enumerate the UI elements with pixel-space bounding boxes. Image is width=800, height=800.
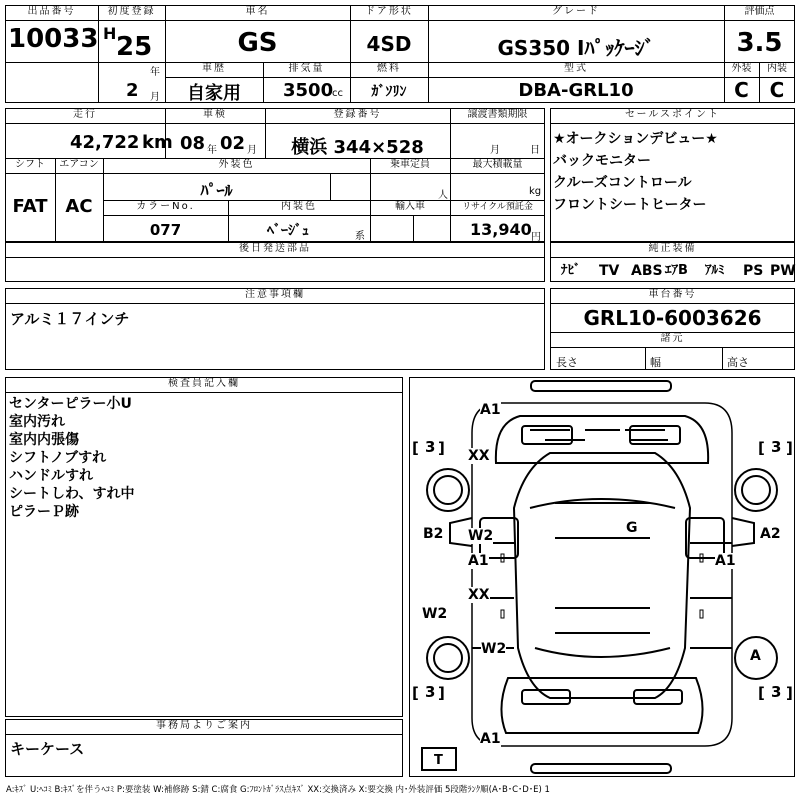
sales-point-item: バックモニター <box>553 153 651 169</box>
tire-fr-score: 3 <box>771 438 782 456</box>
era-letter: H <box>103 24 117 43</box>
history-label: 車歴 <box>202 63 226 74</box>
first-reg-label: 初度登録 <box>107 6 156 17</box>
later-parts-label: 後日発送部品 <box>239 243 311 254</box>
damage-mark-right-a2: A2 <box>760 526 781 542</box>
recycle-label: リサイクル預託金 <box>462 202 533 212</box>
body-color: ﾊﾟｰﾙ <box>200 181 233 200</box>
damage-diagram <box>409 377 795 777</box>
lot-label: 出品番号 <box>27 6 76 17</box>
transfer-day-unit: 日 <box>530 145 540 156</box>
svg-text:[: [ <box>412 684 419 702</box>
insp-month-unit: 月 <box>247 145 257 156</box>
insp-year: 08 <box>180 133 206 154</box>
transfer-label: 譲渡書類期限 <box>467 109 528 120</box>
chassis-number: GRL10-6003626 <box>583 306 762 330</box>
damage-mark-left-w2-edge: W2 <box>422 606 448 622</box>
displacement: 3500 <box>283 80 334 101</box>
capacity-unit: 人 <box>438 190 448 201</box>
equipment-item: ｱﾙﾐ <box>705 263 725 278</box>
interior-label: 内装 <box>767 63 787 74</box>
svg-text:]: ] <box>438 439 445 457</box>
load-label: 最大積載量 <box>472 159 523 170</box>
model-label: 型式 <box>564 63 588 74</box>
score: 3.5 <box>736 28 783 58</box>
damage-mark-left-w2: W2 <box>468 528 494 544</box>
grade: GS350 Iﾊﾟｯｹｰｼﾞ <box>497 36 655 60</box>
plate-label: 登録番号 <box>333 109 382 120</box>
mileage-unit: km <box>142 132 173 153</box>
damage-mark-center-g: G <box>626 520 638 536</box>
caution-label: 注意事項欄 <box>245 289 305 300</box>
caution-text: アルミ１７インチ <box>10 310 130 328</box>
sales-points-label: セールスポイント <box>624 109 721 120</box>
mileage-label: 走行 <box>73 109 97 120</box>
int-color-label: 内装色 <box>281 201 317 212</box>
reg-year: 25 <box>116 32 153 62</box>
legend-text: A:ｷｽﾞ U:ﾍｺﾐ B:ｷｽﾞを伴うﾍｺﾐ P:要塗装 W:補修跡 S:錆 C:腐食 G:ﾌﾛﾝﾄｶﾞﾗｽ点ｷｽﾞ XX:交換済み X:要交換 内･外装評価 5段階ﾗﾝｸ順(A･B･C･D･E) 1 <box>6 785 550 795</box>
damage-mark-right-a: A <box>750 648 761 664</box>
spare-tire-mark: T <box>434 753 443 768</box>
chassis-label: 車台番号 <box>648 289 697 300</box>
equipment-item: PS <box>743 263 764 279</box>
damage-mark-left-xx: XX <box>468 587 490 603</box>
svg-text:]: ] <box>786 684 793 702</box>
svg-text:]: ] <box>438 684 445 702</box>
plate-number: 横浜 344×528 <box>291 137 424 158</box>
reg-month: 2 <box>126 80 139 101</box>
damage-mark-left-a1: A1 <box>468 553 489 569</box>
shift-type: FAT <box>12 196 48 217</box>
car-name-label: 車名 <box>245 6 270 17</box>
spec-label: 諸元 <box>660 333 685 344</box>
ac-label: エアコン <box>59 159 99 170</box>
inspector-note: シートしわ、すれ中 <box>9 486 135 502</box>
import-label: 輸入車 <box>395 201 425 212</box>
model: DBA-GRL10 <box>518 80 634 101</box>
equipment-item: ABS <box>631 263 663 279</box>
exterior-grade: C <box>734 78 749 102</box>
svg-text:[: [ <box>758 439 765 457</box>
svg-text:]: ] <box>786 439 793 457</box>
equipment-label: 純正装備 <box>648 243 697 254</box>
door-type: 4SD <box>366 32 412 56</box>
sales-point-item: クルーズコントロール <box>553 175 692 191</box>
inspector-note: 室内内張傷 <box>9 432 79 448</box>
color-label: 外装色 <box>218 159 255 170</box>
mileage: 42,722 <box>70 132 140 153</box>
inspector-note: 室内汚れ <box>9 414 65 430</box>
inspector-note: ピラーＰ跡 <box>9 504 79 520</box>
color-no: 077 <box>149 221 182 239</box>
damage-mark-front-a1: A1 <box>480 402 501 418</box>
fuel: ｶﾞｿﾘﾝ <box>371 84 407 100</box>
score-label: 評価点 <box>744 6 775 17</box>
history: 自家用 <box>187 83 241 104</box>
month-unit: 月 <box>150 92 160 103</box>
door-label: ドア形状 <box>365 6 413 17</box>
inspector-note: シフトノブすれ <box>9 450 107 466</box>
sales-point-item: ★オークションデビュー★ <box>553 131 718 147</box>
recycle-fee: 13,940 <box>470 220 532 239</box>
damage-mark-front-xx: XX <box>468 448 490 464</box>
inspection-label: 車検 <box>203 109 227 120</box>
svg-text:[: [ <box>758 684 765 702</box>
svg-text:[: [ <box>412 439 419 457</box>
transfer-month-unit: 月 <box>490 145 500 156</box>
damage-mark-rear-a1: A1 <box>480 731 501 747</box>
color-no-label: カラーNo. <box>136 201 195 212</box>
tire-rr-score: 3 <box>771 683 782 701</box>
office-text: キーケース <box>10 740 85 758</box>
equipment-item: TV <box>599 263 620 279</box>
year-unit: 年 <box>150 67 160 78</box>
int-color: ﾍﾞｰｼﾞｭ <box>267 223 309 239</box>
equipment-item: ｴｱB <box>665 263 688 278</box>
office-label: 事務局よりご案内 <box>156 720 252 731</box>
capacity-label: 乗車定員 <box>390 159 430 170</box>
tire-fl-score: 3 <box>425 438 436 456</box>
insp-month: 02 <box>220 133 246 154</box>
int-color-unit: 系 <box>355 231 365 242</box>
load-unit: kg <box>529 186 542 197</box>
equipment-item: PW <box>770 263 796 279</box>
tire-rl-score: 3 <box>425 683 436 701</box>
length-label: 長さ <box>556 356 578 369</box>
interior-grade: C <box>769 78 785 102</box>
inspector-note: ハンドルすれ <box>9 468 93 484</box>
inspector-note: センターピラー小U <box>9 396 132 412</box>
width-label: 幅 <box>650 356 661 369</box>
lot-number: 10033 <box>8 24 99 54</box>
damage-mark-left-w2-rear: W2 <box>481 641 507 657</box>
grade-label: グレード <box>552 6 600 17</box>
damage-mark-right-a1: A1 <box>715 553 736 569</box>
ac: AC <box>65 196 93 217</box>
sales-point-item: フロントシートヒーター <box>553 197 707 213</box>
damage-mark-left-b2: B2 <box>423 526 444 542</box>
shift-label: シフト <box>15 159 45 170</box>
inspector-label: 検査員記入欄 <box>168 378 240 389</box>
displacement-unit: cc <box>332 88 343 99</box>
insp-year-unit: 年 <box>207 145 217 156</box>
fuel-label: 燃料 <box>377 63 401 74</box>
displacement-label: 排気量 <box>288 63 325 74</box>
height-label: 高さ <box>727 356 749 369</box>
car-name: GS <box>237 28 278 58</box>
equipment-item: ﾅﾋﾞ <box>561 263 581 278</box>
exterior-label: 外装 <box>731 63 752 74</box>
recycle-unit: 円 <box>531 232 541 243</box>
